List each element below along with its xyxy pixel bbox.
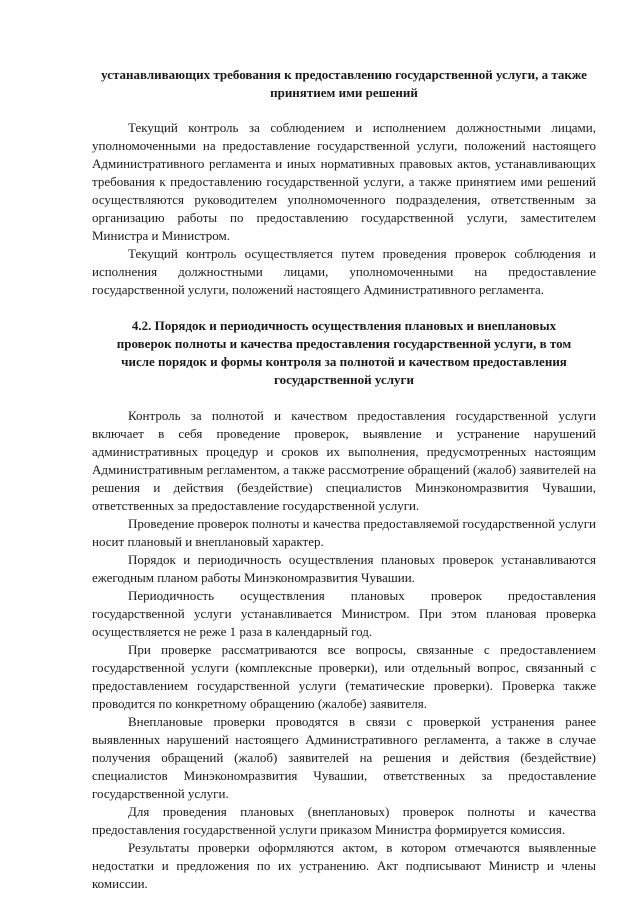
paragraph: Порядок и периодичность осуществления плановых проверок устанавливаются ежегодным планом работы Минэкономразвития Чувашии. (92, 552, 596, 585)
paragraph: Внеплановые проверки проводятся в связи с проверкой устранения ранее выявленных нарушений настоящего Административного регламента, а также в случае получения обращений (жалоб) заявителей на решения и действия (бездействие) специалистов Минэкономразвития Чувашии, ответственных за предоставление государственной услуги. (92, 714, 596, 801)
document-page (92, 66, 596, 893)
paragraph: Периодичность осуществления плановых проверок предоставления государственной услуги устанавливается Министром. При этом плановая проверка осуществляется не реже 1 раза в календарный год. (92, 588, 596, 639)
paragraph: Текущий контроль за соблюдением и исполнением должностными лицами, уполномоченными на предоставление государственной услуги, положений настоящего Административного регламента и иных нормативных правовых актов, устанавливающих требования к предоставлению государственной услуги, а также принятием ими решений осуществляются руководителем уполномоченного подразделения, ответственным за организацию работы по предоставлению государственной услуги, заместителем Министра и Министром. (92, 120, 596, 243)
section-heading: 4.2. Порядок и периодичность осуществления плановых и внеплановых проверок полноты и качества предоставления государственной услуги, в том числе порядок и формы контроля за полнотой и качеством предоставления государственной услуги (116, 318, 572, 387)
intro-section (92, 119, 596, 299)
paragraph: При проверке рассматриваются все вопросы, связанные с предоставлением государственной услуги (комплексные проверки), или отдельный вопрос, связанный с предоставлением государственной услуги (тематические проверки). Проверка также проводится по конкретному обращению (жалобе) заявителя. (92, 642, 596, 711)
paragraph: Проведение проверок полноты и качества предоставляемой государственной услуги носит плановый и внеплановый характер. (92, 516, 596, 549)
heading-continuation: устанавливающих требования к предоставлению государственной услуги, а также принятием ими решений (101, 67, 587, 100)
paragraph: Текущий контроль осуществляется путем проведения проверок соблюдения и исполнения должностными лицами, уполномоченными на предоставление государственной услуги, положений настоящего Административного регламента. (92, 246, 596, 297)
paragraph: Результаты проверки оформляются актом, в котором отмечаются выявленные недостатки и предложения по их устранению. Акт подписывают Министр и члены комиссии. (92, 840, 596, 891)
paragraph: Контроль за полнотой и качеством предоставления государственной услуги включает в себя проведение проверок, выявление и устранение нарушений административных процедур и сроков их выполнения, предусмотренных настоящим Административным регламентом, а также рассмотрение обращений (жалоб) заявителей на решения и действия (бездействие) специалистов Минэкономразвития Чувашии, ответственных за предоставление государственной услуги. (92, 408, 596, 513)
section-body (92, 407, 596, 893)
paragraph: Для проведения плановых (внеплановых) проверок полноты и качества предоставления государственной услуги приказом Министра формируется комиссия. (92, 804, 596, 837)
